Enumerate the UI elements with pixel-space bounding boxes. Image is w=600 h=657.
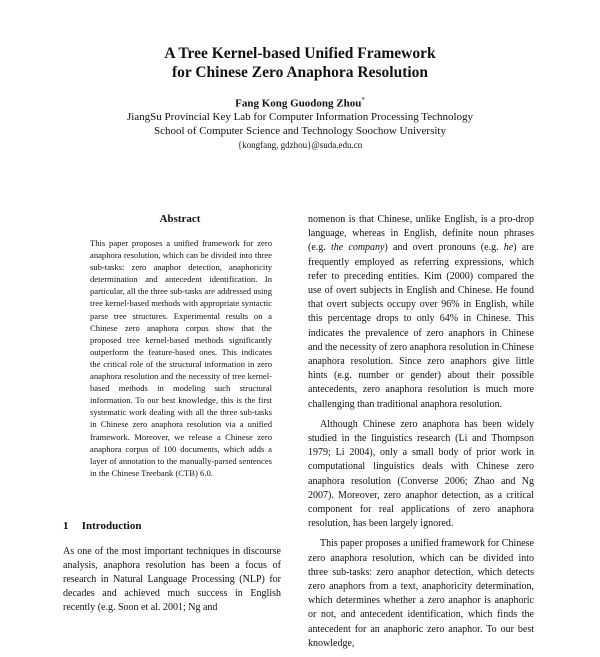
affiliation-line-1: JiangSu Provincial Key Lab for Computer Information Processing Technology [126, 111, 474, 123]
section-title: Introduction [81, 520, 142, 532]
right-p1-emphasis-1: the company [330, 242, 385, 254]
abstract-text: This paper proposes a unified framework for zero anaphora resolution, which can be divided into three sub-tasks: zero anaphor detection, anaphoricity determination and antecedent identification. In particular, all the three sub-tasks are addressed using tree kernel-based methods with appropriate syntactic parse tree structures. Experimental results on a Chinese zero anaphora corpus show that the proposed tree kernel-based methods significantly outperform the feature-based ones. This indicates the critical role of the structural information in zero anaphora resolution and the necessity of tree kernel-based methods in modeling such structural information. To our best knowledge, this is the first systematic work dealing with all the three sub-tasks in Chinese zero anaphora resolution via a unified framework. Moreover, we release a Chinese zero anaphora corpus of 100 documents, which adds a layer of annotation to the manually-parsed sentences in the Chinese Treebank (CTB) 6.0. [90, 238, 272, 478]
author-mark: * [361, 96, 365, 104]
introduction-paragraph: As one of the most important techniques in discourse analysis, anaphora resolution has been a focus of research in Natural Language Processing (NLP) for decades and achieved much success in English recently (e.g. Soon et al. 2001; Ng and [63, 546, 281, 613]
right-p1-part-c: ) are frequently employed as referring expressions, which refer to preceding entities. Kim (2000) compared the use of overt subjects in English and Chinese. He found that overt subjects occupy over 96% in English, while this percentage drops to only 64% in Chinese. This indicates the prevalence of zero anaphors in Chinese and the necessity of zero anaphora resolution in Chinese anaphora resolution. Since zero anaphors give little hints (e.g. number or gender) about their possible antecedents, zero anaphora resolution is much more challenging than traditional anaphora resolution. [308, 242, 534, 410]
section-number: 1 [63, 520, 69, 532]
right-p1-part-b: ) and overt pronouns (e.g. [384, 242, 504, 254]
right-column [308, 213, 534, 657]
abstract-heading: Abstract [159, 213, 201, 225]
right-p1-part-a: nomenon is that Chinese, unlike English, is a pro-drop language, whereas in English, definite noun phrases (e.g. [308, 214, 534, 254]
right-p1-emphasis-2: he [503, 242, 514, 254]
title-line-2: for Chinese Zero Anaphora Resolution [171, 64, 429, 81]
author-line [0, 96, 600, 110]
authors: Fang Kong Guodong Zhou [235, 97, 362, 110]
affiliation-block [0, 110, 600, 152]
paper-title [0, 44, 600, 82]
affiliation-line-2: School of Computer Science and Technology Soochow University [153, 125, 446, 137]
email: {kongfang, gdzhou}@suda.edu.cn [237, 140, 363, 150]
right-paragraph-1 [308, 213, 534, 412]
section-heading-introduction [63, 520, 141, 532]
right-paragraph-2: Although Chinese zero anaphora has been widely studied in the linguistics research (Li and Thompson 1979; Li 2004), only a small body of prior work in computational linguistics deals with Chinese zero anaphora resolution (Converse 2006; Zhao and Ng 2007). Moreover, zero anaphor detection, as a critical component for real applications of zero anaphora resolution, has been largely ignored. [308, 418, 534, 530]
right-paragraph-3: This paper proposes a unified framework for Chinese zero anaphora resolution, which can be divided into three sub-tasks: zero anaphor detection, which detects zero anaphors from a text, anaphoricity determination, which determines whether a zero anaphor is anaphoric or not, and antecedent identification, which finds the antecedent for an anaphoric zero anaphor. To our best knowledge, [308, 538, 534, 649]
title-line-1: A Tree Kernel-based Unified Framework [164, 45, 436, 62]
introduction-text [63, 545, 281, 615]
